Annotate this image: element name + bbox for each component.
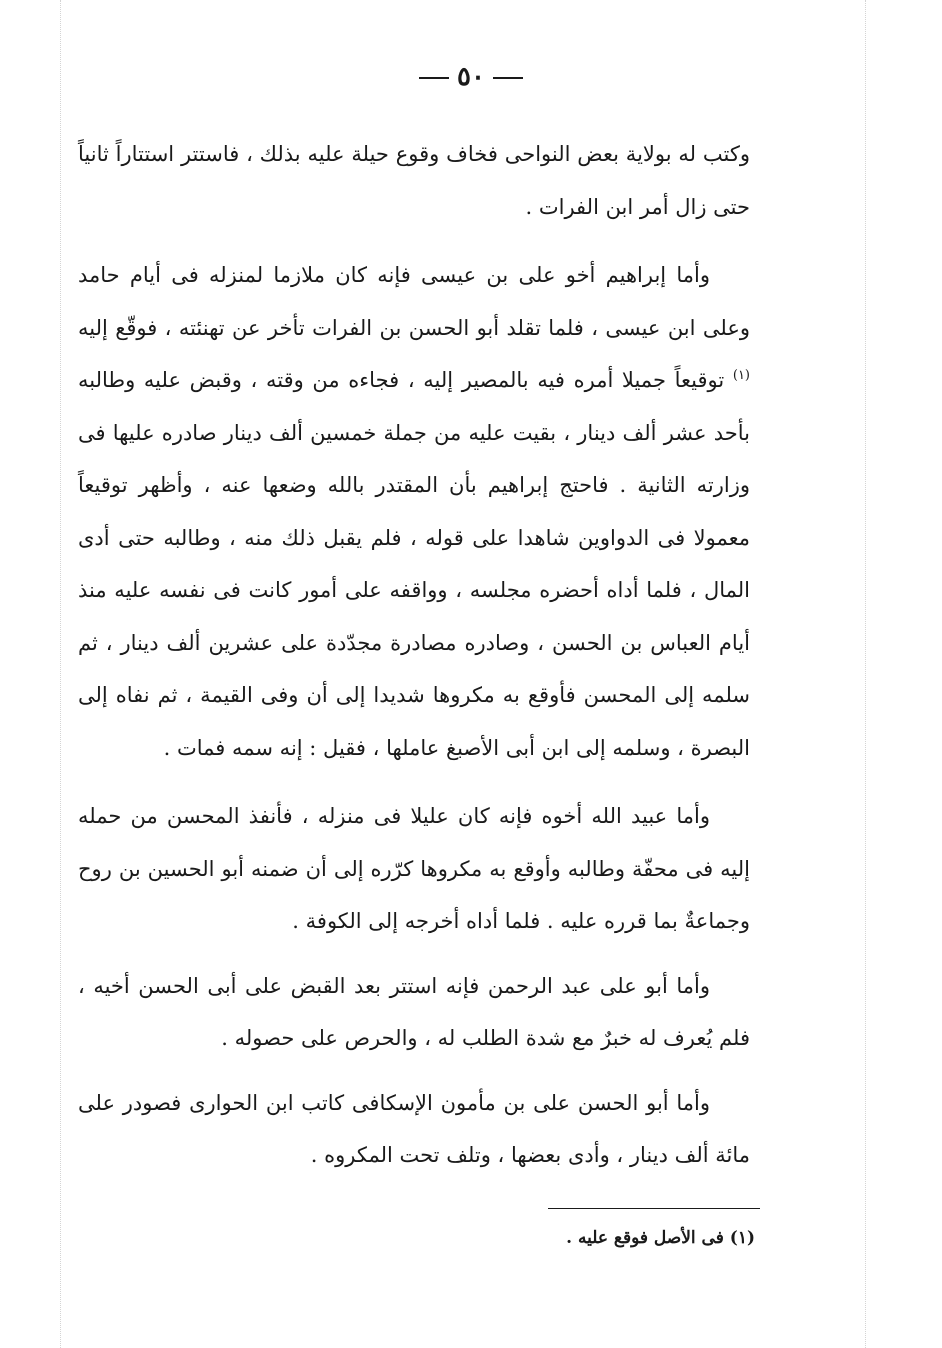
main-text	[78, 128, 750, 1182]
paragraph-3: وأما عبيد الله أخوه فإنه كان عليلا فى منزله ، فأنفذ المحسن من حمله إليه فى محفّة وطالبه وأوقع به مكروها كرّره إلى أن ضمنه أبو الحسين بن روح وجماعةٌ بما قرره عليه . فلما أداه أخرجه إلى الكوفة .	[78, 804, 750, 933]
page-number-dash-left	[493, 77, 523, 79]
paragraph-2-text-after-note: توقيعاً جميلا أمره فيه بالمصير إليه ، فجاءه من وقته ، وقبض عليه وطالبه بأحد عشر ألف دينار ، بقيت عليه من جملة خمسين ألف دينار صادره عليها فى وزارته الثانية . فاحتج إبراهيم بأن المقتدر بالله وضعها عنه ، وأظهر توقيعاً معمولا فى الدواوين شاهدا على قوله ، فلم يقبل ذلك منه ، وطالبه حتى أدى المال ، فلما أداه أحضره مجلسه ، وواقفه على أمور كانت فى نفسه عليه منذ أيام العباس بن الحسن ، وصادره مصادرة مجدّدة على عشرين ألف دينار ، ثم سلمه إلى المحسن فأوقع به مكروها شديدا إلى أن وفى القيمة ، ثم نفاه إلى البصرة ، وسلمه إلى ابن أبى الأصبغ عاملها ، فقيل : إنه سمه فمات .	[78, 368, 750, 760]
footnote-marker: (١)	[729, 1228, 755, 1248]
page-number	[0, 62, 942, 92]
footnote-divider	[548, 1208, 760, 1209]
paragraph-1: وكتب له بولاية بعض النواحى فخاف وقوع حيلة عليه بذلك ، فاستتر استتاراً ثانياً حتى زال أمر ابن الفرات .	[78, 142, 750, 219]
paragraph-2	[78, 249, 750, 774]
scan-guide-line-right	[865, 0, 866, 1348]
scan-guide-line-left	[60, 0, 61, 1348]
footnote	[0, 1228, 755, 1248]
paragraph-5: وأما أبو الحسن على بن مأمون الإسكافى كاتب ابن الحوارى فصودر على مائة ألف دينار ، وأدى بعضها ، وتلف تحت المكروه .	[78, 1090, 750, 1167]
page-number-dash-right	[419, 77, 449, 79]
page-number-value: ٥٠	[457, 62, 485, 92]
paragraph-2-text-before-note: وأما إبراهيم أخو على بن عيسى فإنه كان ملازما لمنزله فى أيام حامد وعلى ابن عيسى ، فلما تقلد أبو الحسن بن الفرات تأخر عن تهنئته ، فوقّع إليه	[78, 263, 750, 340]
footnote-text: فى الأصل فوقع عليه .	[566, 1228, 724, 1248]
footnote-reference[interactable]: (١)	[732, 368, 750, 383]
paragraph-4: وأما أبو على عبد الرحمن فإنه استتر بعد القبض على أبى الحسن أخيه ، فلم يُعرف له خبرٌ مع شدة الطلب له ، والحرص على حصوله .	[78, 973, 750, 1050]
